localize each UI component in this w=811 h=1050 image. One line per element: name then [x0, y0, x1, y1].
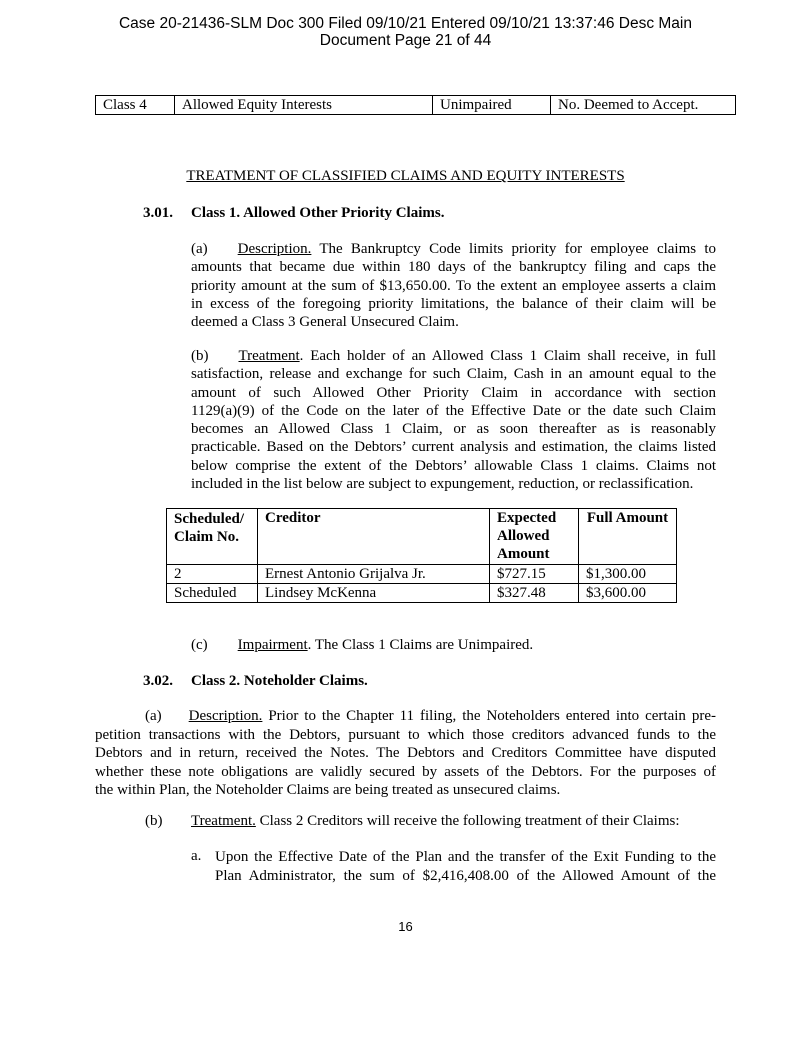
para-line: Prior to the Chapter 11 filing, the Noteholders entered into certain pre-: [262, 708, 716, 724]
column-header: Creditor: [258, 509, 490, 565]
table-cell: $727.15: [490, 565, 579, 584]
paragraph-3-02-b: [191, 813, 680, 830]
table-cell: 2: [167, 565, 258, 584]
table-cell: Class 4: [96, 96, 175, 115]
para-line: priority amount at the sum of $13,650.00. To the extent an employee asserts a claim: [191, 277, 716, 294]
section-title: Class 1. Allowed Other Priority Claims.: [191, 205, 445, 221]
table-cell: Lindsey McKenna: [258, 584, 490, 603]
table-row: [96, 96, 736, 115]
section-number: 3.01.: [143, 205, 173, 221]
para-line: 1129(a)(9) of the Code on the later of the Effective Date or the date such Claim: [191, 402, 716, 419]
para-line: in excess of the foregoing priority limitations, the balance of their claim will be: [191, 295, 716, 312]
para-text: Class 2 Creditors will receive the following treatment of their Claims:: [255, 813, 680, 829]
case-header: Case 20-21436-SLM Doc 300 Filed 09/10/21 Entered 09/10/21 13:37:46 Desc Main: [118, 15, 692, 32]
para-text: . The Class 1 Claims are Unimpaired.: [307, 637, 534, 653]
list-item: [215, 848, 716, 885]
para-label: (a): [191, 241, 208, 257]
class-table: [95, 95, 736, 115]
para-title: Treatment.: [191, 813, 256, 829]
table-cell: No. Deemed to Accept.: [551, 96, 736, 115]
para-title: Impairment: [237, 637, 308, 653]
section-title: Class 2. Noteholder Claims.: [191, 673, 368, 689]
para-line: whether these note obligations are validly secured by assets of the Debtors. For the purposes of: [95, 763, 716, 780]
table-cell: $327.48: [490, 584, 579, 603]
document-page-header: Document Page 21 of 44: [319, 32, 492, 49]
para-line: amounts that became due within 180 days of the bankruptcy filing and caps the: [191, 259, 716, 276]
section-heading: TREATMENT OF CLASSIFIED CLAIMS AND EQUITY INTERESTS: [186, 168, 625, 184]
para-label: (b): [191, 348, 209, 364]
table-row: [167, 565, 677, 584]
para-label: (a): [145, 708, 162, 724]
para-title: Treatment: [238, 348, 300, 364]
paragraph-3-02-a: [95, 707, 716, 800]
para-line: amount of such Allowed Other Priority Claim in accordance with section: [191, 384, 716, 401]
list-item-label: a.: [191, 848, 202, 864]
column-header: Scheduled/ Claim No.: [167, 509, 258, 565]
para-line: Upon the Effective Date of the Plan and the transfer of the Exit Funding to the: [215, 849, 716, 865]
table-cell: Scheduled: [167, 584, 258, 603]
table-row: [167, 584, 677, 603]
paragraph-3-01-b: [191, 347, 716, 493]
table-cell: Unimpaired: [433, 96, 551, 115]
para-line: satisfaction, release and exchange for such Claim, Cash in an amount equal to the: [191, 366, 716, 383]
column-header: Full Amount: [579, 509, 677, 565]
para-title: Description.: [188, 708, 263, 724]
para-line: included in the list below are subject to expungement, reduction, or reclassification.: [191, 476, 694, 493]
para-line: Plan Administrator, the sum of $2,416,408.00 of the Allowed Amount of the: [215, 867, 716, 884]
paragraph-3-01-a: [191, 240, 716, 331]
page-number: 16: [398, 919, 413, 934]
table-cell: Ernest Antonio Grijalva Jr.: [258, 565, 490, 584]
para-line: becomes an Allowed Class 1 Claim, or as soon thereafter as is reasonably: [191, 421, 716, 438]
table-cell: $1,300.00: [579, 565, 677, 584]
para-line: practicable. Based on the Debtors’ current analysis and estimation, the claims listed: [191, 439, 716, 456]
table-cell: $3,600.00: [579, 584, 677, 603]
para-line: the within Plan, the Noteholder Claims are being treated as unsecured claims.: [95, 782, 561, 798]
section-number: 3.02.: [143, 673, 173, 689]
para-line: deemed a Class 3 General Unsecured Claim.: [191, 314, 459, 331]
para-line: below comprise the extent of the Debtors’ allowable Class 1 claims. Claims not: [191, 457, 716, 474]
table-cell: Allowed Equity Interests: [175, 96, 433, 115]
claims-table: [166, 508, 677, 603]
table-header-row: [167, 509, 677, 565]
para-line: petition transactions with the Debtors, pursuant to which those creditors advanced funds to the: [95, 726, 716, 743]
column-header: Expected Allowed Amount: [490, 509, 579, 565]
para-label: (b): [145, 813, 163, 829]
para-line: . Each holder of an Allowed Class 1 Claim shall receive, in full: [299, 348, 716, 364]
paragraph-3-01-c: [191, 637, 533, 654]
para-line: Debtors and in return, received the Notes. The Debtors and Creditors Committee have disputed: [95, 745, 716, 761]
para-label: (c): [191, 637, 208, 653]
para-line: The Bankruptcy Code limits priority for employee claims to: [311, 241, 716, 257]
para-title: Description.: [237, 241, 312, 257]
